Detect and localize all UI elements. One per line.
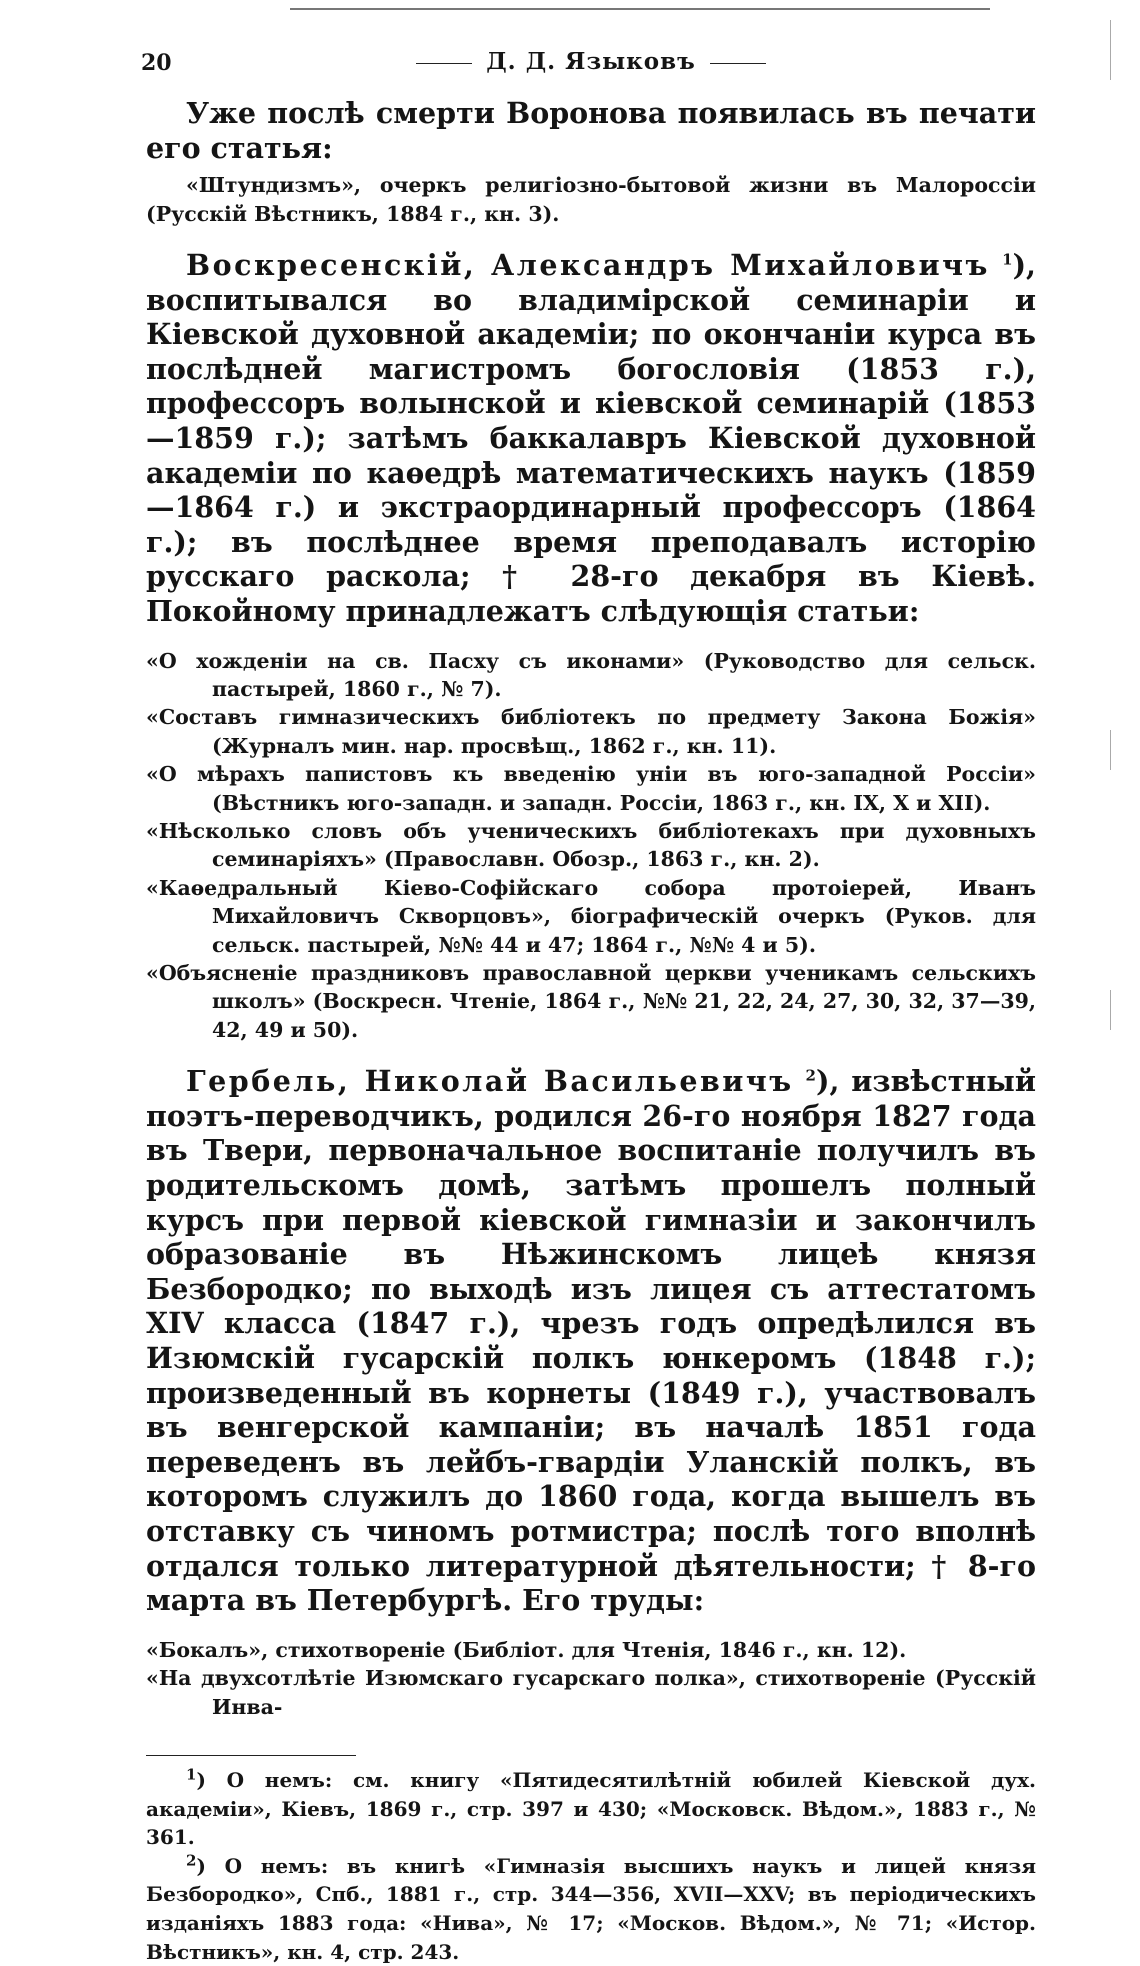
scan-edge-line <box>1110 730 1111 770</box>
footnote-text: ) О немъ: въ книгѣ «Гимназія высшихъ наукъ и лицей князя Безбородко», Спб., 1881 г., стр. 344—356, XVII—XXV; въ періодическихъ изданіяхъ 1883 года: «Нива», № 17; «Москов. Вѣдом.», № 71; «Истор. Вѣстникъ», кн. 4, стр. 243. <box>146 1853 1036 1964</box>
page-number: 20 <box>141 50 172 76</box>
title-dash-right <box>710 63 766 64</box>
work-item: «Составъ гимназическихъ библіотекъ по предмету Закона Божія» (Журналъ мин. нар. просвѣщ., 1862 г., кн. 11). <box>146 705 1036 758</box>
running-title-text: Д. Д. Языковъ <box>486 48 696 75</box>
entry-voskresensky <box>146 248 1036 629</box>
work-item: «О хожденіи на св. Пасху съ иконами» (Руководство для сельск. пастырей, 1860 г., № 7). <box>146 648 1036 701</box>
work-item: «Объясненіе праздниковъ православной церкви ученикамъ сельскихъ школъ» (Воскресн. Чтеніе, 1864 г., №№ 21, 22, 24, 27, 30, 32, 37—39, 42, 49 и 50). <box>146 961 1036 1042</box>
footnote <box>146 1852 1036 1966</box>
intro-work: «Штундизмъ», очеркъ религіозно-бытовой жизни въ Малороссіи (Русскій Вѣстникъ, 1884 г., кн. 3). <box>146 173 1036 226</box>
entry-name: Воскресенскій, Александръ Михайловичъ <box>186 248 990 282</box>
footnote-ref[interactable]: 2 <box>805 1066 816 1085</box>
work-item: «Нѣсколько словъ объ ученическихъ библіотекахъ при духовныхъ семинаріяхъ» (Православн. Обозр., 1863 г., кн. 2). <box>146 818 1036 872</box>
intro-paragraph: Уже послѣ смерти Воронова появилась въ печати его статья: <box>146 96 1036 165</box>
footnote-mark: 2 <box>186 1851 197 1870</box>
footnote-rule <box>146 1755 356 1756</box>
scan-edge-line <box>1110 990 1111 1030</box>
work-item: «На двухсотлѣтіе Изюмскаго гусарскаго полка», стихотвореніе (Русскій Инва- <box>146 1666 1036 1719</box>
scan-edge-line <box>1110 20 1111 80</box>
page-header <box>141 46 1036 86</box>
page-body <box>146 96 1036 1966</box>
footnote <box>146 1766 1036 1852</box>
footnote-ref[interactable]: 1 <box>1002 250 1013 269</box>
entry-name: Гербель, Николай Васильевичъ <box>186 1064 794 1099</box>
work-item: «О мѣрахъ папистовъ къ введенію уніи въ юго-западной Россіи» (Вѣстникъ юго-западн. и западн. Россіи, 1863 г., кн. IX, X и XII). <box>146 762 1036 815</box>
top-edge-rule <box>290 8 990 10</box>
entry-text: ), извѣстный поэтъ-переводчикъ, родился 26-го ноября 1827 года въ Твери, первоначальное воспитаніе получилъ въ родительскомъ домѣ, затѣмъ прошелъ полный курсъ при первой кіевской гимназіи и закончилъ образованіе въ Нѣжинскомъ лицеѣ князя Безбородко; по выходѣ изъ лицея съ аттестатомъ XIV класса (1847 г.), чрезъ годъ опредѣлился въ Изюмскій гусарскій полкъ юнкеромъ (1848 г.); произведенный въ корнеты (1849 г.), участвовалъ въ венгерской кампаніи; въ началѣ 1851 года переведенъ въ лейбъ-гвардіи Уланскій полкъ, въ которомъ служилъ до 1860 года, когда вышелъ въ отставку съ чиномъ ротмистра; послѣ того вполнѣ отдался только литературной дѣятельности; † 8-го марта въ Петербургѣ. Его труды: <box>146 1064 1036 1618</box>
running-title <box>146 48 1036 75</box>
footnote-mark: 1 <box>186 1765 197 1784</box>
work-item: «Бокалъ», стихотвореніе (Библіот. для Чтенія, 1846 г., кн. 12). <box>146 1637 907 1662</box>
title-dash-left <box>416 63 472 64</box>
footnote-text: ) О немъ: см. книгу «Пятидесятилѣтній юбилей Кіевской дух. академіи», Кіевъ, 1869 г., стр. 397 и 430; «Московск. Вѣдом.», 1883 г., № 361. <box>146 1767 1036 1850</box>
entry-gerbel <box>146 1064 1036 1618</box>
work-item: «Каѳедральный Кіево-Софійскаго собора протоіерей, Иванъ Михайловичъ Скворцовъ», біографическій очеркъ (Руков. для сельск. пастырей, №№ 44 и 47; 1864 г., №№ 4 и 5). <box>146 875 1036 957</box>
entry-text: ), воспитывался во владимірской семинаріи и Кіевской духовной академіи; по окончаніи курса въ послѣдней магистромъ богословія (1853 г.), профессоръ волынской и кіевской семинарій (1853—1859 г.); затѣмъ баккалавръ Кіевской духовной академіи по каѳедрѣ математическихъ наукъ (1859—1864 г.) и экстраординарный профессоръ (1864 г.); въ послѣднее время преподавалъ исторію русскаго раскола; † 28-го декабря въ Кіевѣ. Покойному принадлежатъ слѣдующія статьи: <box>146 248 1036 628</box>
